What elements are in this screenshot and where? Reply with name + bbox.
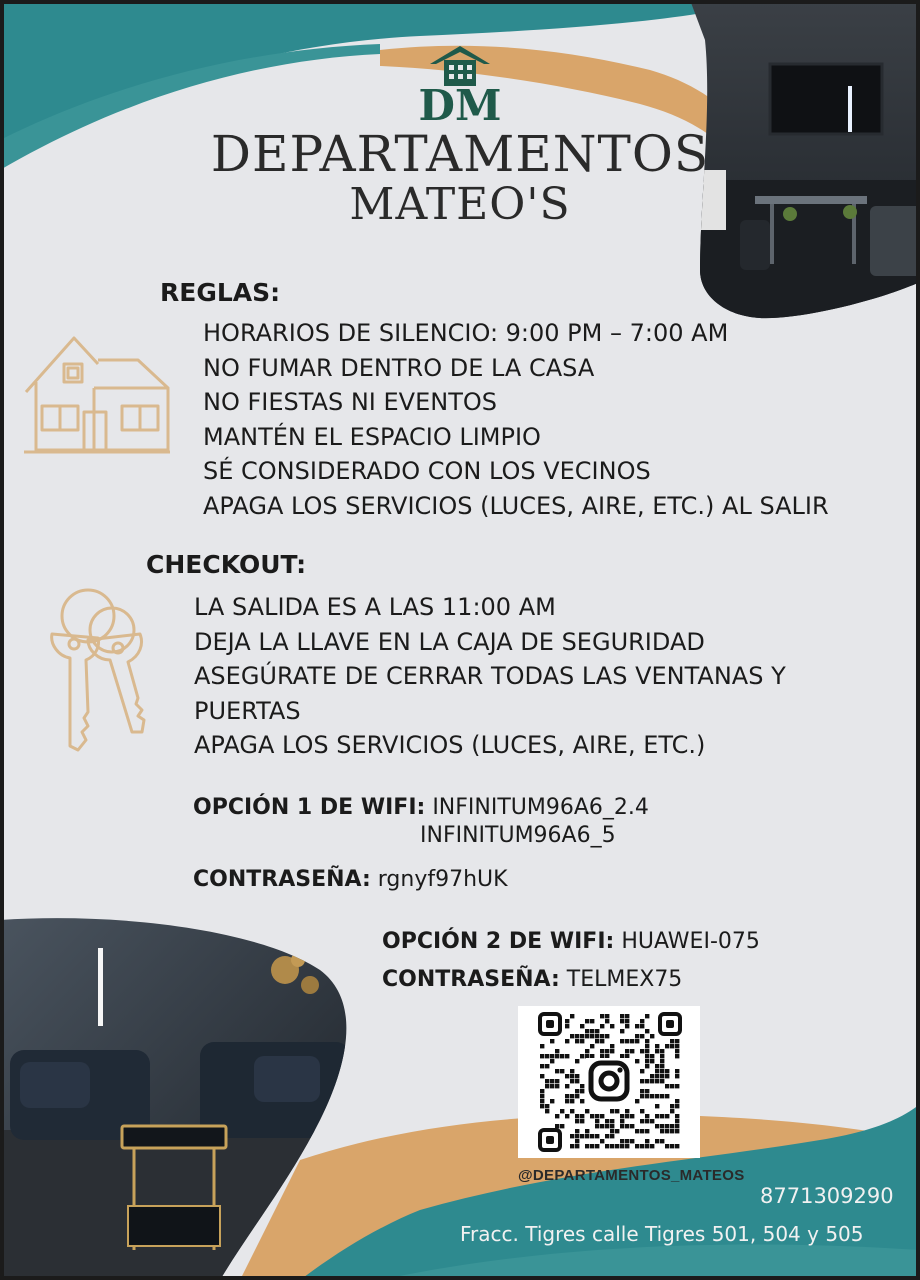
address: Fracc. Tigres calle Tigres 501, 504 y 505 <box>460 1222 864 1246</box>
rules-heading: REGLAS: <box>160 278 281 307</box>
wifi2-password-row <box>382 966 682 994</box>
brand-name-line1: DEPARTAMENTOS <box>210 125 710 183</box>
checkout-heading: CHECKOUT: <box>146 550 307 579</box>
wifi1-password-row <box>193 866 508 894</box>
brand-name-line2: MATEO'S <box>349 179 571 230</box>
checkout-item: LA SALIDA ES A LAS 11:00 AM <box>194 593 556 621</box>
house-icon <box>22 332 172 458</box>
rule-item: NO FIESTAS NI EVENTOS <box>203 388 497 416</box>
rule-item: HORARIOS DE SILENCIO: 9:00 PM – 7:00 AM <box>203 319 729 347</box>
wifi2-label: OPCIÓN 2 DE WIFI: <box>382 929 615 954</box>
wifi2-network: HUAWEI-075 <box>621 929 760 954</box>
wifi1-password: rgnyf97hUK <box>377 867 508 892</box>
keys-icon <box>40 586 160 754</box>
checkout-item: APAGA LOS SERVICIOS (LUCES, AIRE, ETC.) <box>194 731 706 759</box>
rules-list <box>203 316 829 523</box>
wifi2-password-label: CONTRASEÑA: <box>382 967 560 992</box>
checkout-item: PUERTAS <box>194 696 301 725</box>
wifi1-block <box>193 794 649 822</box>
instagram-handle[interactable]: @DEPARTAMENTOS_MATEOS <box>518 1167 745 1184</box>
rule-item: APAGA LOS SERVICIOS (LUCES, AIRE, ETC.) AL SALIR <box>203 491 829 520</box>
wifi1-network-a: INFINITUM96A6_2.4 <box>432 795 649 820</box>
wifi1-password-label: CONTRASEÑA: <box>193 867 371 892</box>
phone-number: 8771309290 <box>760 1184 894 1208</box>
wifi1-label: OPCIÓN 1 DE WIFI: <box>193 795 426 820</box>
instagram-qr-code[interactable] <box>518 1006 700 1158</box>
wifi2-row <box>382 928 760 956</box>
wifi2-password: TELMEX75 <box>566 967 683 992</box>
rule-item: MANTÉN EL ESPACIO LIMPIO <box>203 422 541 451</box>
rule-item: NO FUMAR DENTRO DE LA CASA <box>203 353 595 382</box>
checkout-item: ASEGÚRATE DE CERRAR TODAS LAS VENTANAS Y <box>194 662 786 690</box>
checkout-list <box>194 590 786 763</box>
building-logo-icon <box>408 44 512 124</box>
checkout-item: DEJA LA LLAVE EN LA CAJA DE SEGURIDAD <box>194 627 705 656</box>
rule-item: SÉ CONSIDERADO CON LOS VECINOS <box>203 457 651 485</box>
logo-monogram: DM <box>418 81 502 124</box>
wifi1-network-b: INFINITUM96A6_5 <box>420 823 616 848</box>
